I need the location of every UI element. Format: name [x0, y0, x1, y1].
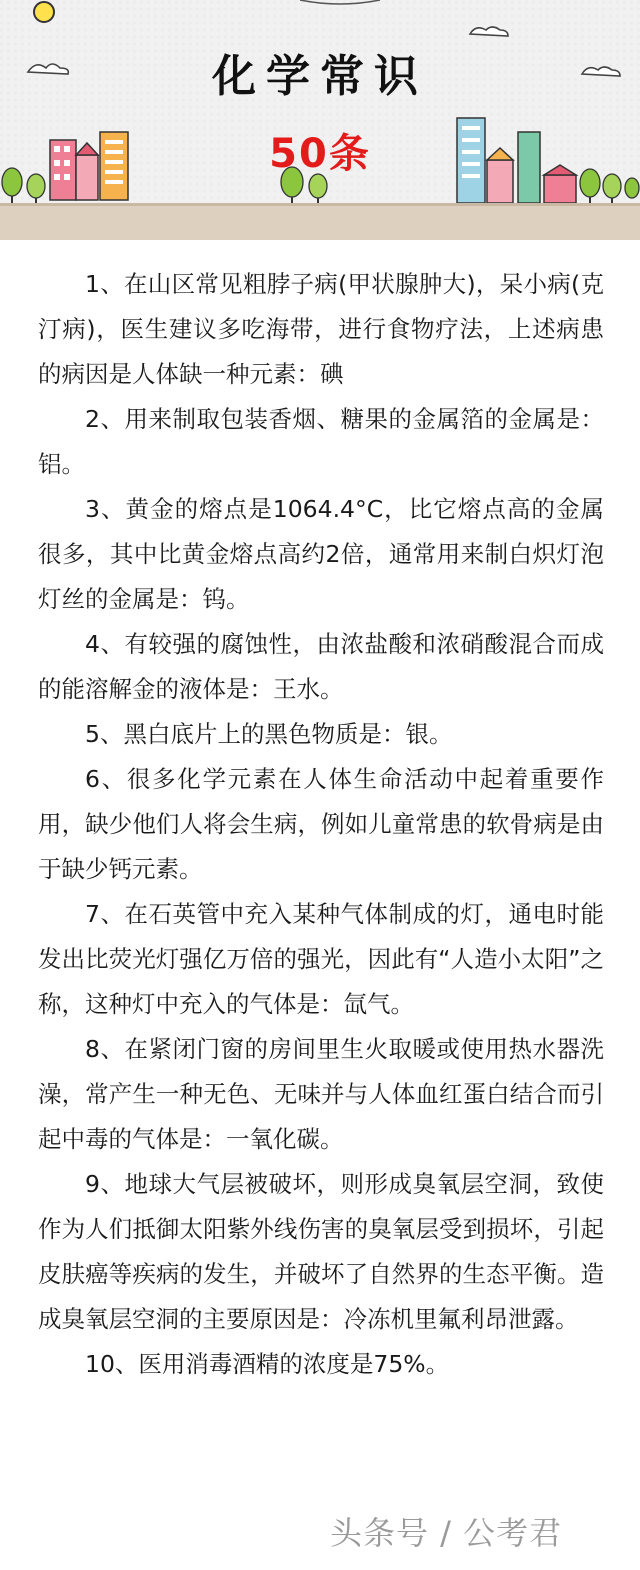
- list-item: 2、用来制取包装香烟、糖果的金属箔的金属是：铝。: [38, 405, 604, 478]
- article-body: [38, 262, 604, 1387]
- page-subtitle: 50条: [269, 131, 371, 177]
- cloud-icon: [470, 27, 508, 36]
- list-item: 6、很多化学元素在人体生命活动中起着重要作用，缺少他们人将会生病，例如儿童常患的软骨病是由于缺少钙元素。: [38, 765, 604, 883]
- watermark: 头条号 / 公考君: [330, 1514, 563, 1552]
- list-item: 8、在紧闭门窗的房间里生火取暖或使用热水器洗澡，常产生一种无色、无味并与人体血红蛋白结合而引起中毒的气体是：一氧化碳。: [38, 1035, 604, 1153]
- list-item: 9、地球大气层被破坏，则形成臭氧层空洞，致使作为人们抵御太阳紫外线伤害的臭氧层受到损坏，引起皮肤癌等疾病的发生，并破坏了自然界的生态平衡。造成臭氧层空洞的主要原因是：冷冻机里氟利昂泄露。: [38, 1170, 604, 1333]
- building-icon: [544, 175, 576, 203]
- page-title: 化学常识: [212, 51, 428, 102]
- list-item: 3、黄金的熔点是1064.4°C，比它熔点高的金属很多，其中比黄金熔点高约2倍，通常用来制白炽灯泡灯丝的金属是：钨。: [38, 495, 604, 613]
- list-item: 10、医用消毒酒精的浓度是75%。: [85, 1350, 450, 1378]
- list-item: 1、在山区常见粗脖子病(甲状腺肿大)，呆小病(克汀病)，医生建议多吃海带，进行食物疗法，上述病患的病因是人体缺一种元素：碘: [38, 270, 604, 388]
- tree-icon: [625, 178, 639, 198]
- header-banner: [0, 0, 640, 240]
- sun-icon: [34, 2, 54, 22]
- list-item: 4、有较强的腐蚀性，由浓盐酸和浓硝酸混合而成的能溶解金的液体是：王水。: [38, 630, 604, 703]
- list-item: 7、在石英管中充入某种气体制成的灯，通电时能发出比荧光灯强亿万倍的强光，因此有“人造小太阳”之称，这种灯中充入的气体是：氙气。: [38, 900, 604, 1018]
- list-item: 5、黑白底片上的黑色物质是：银。: [85, 720, 453, 748]
- ground-strip: [0, 203, 640, 240]
